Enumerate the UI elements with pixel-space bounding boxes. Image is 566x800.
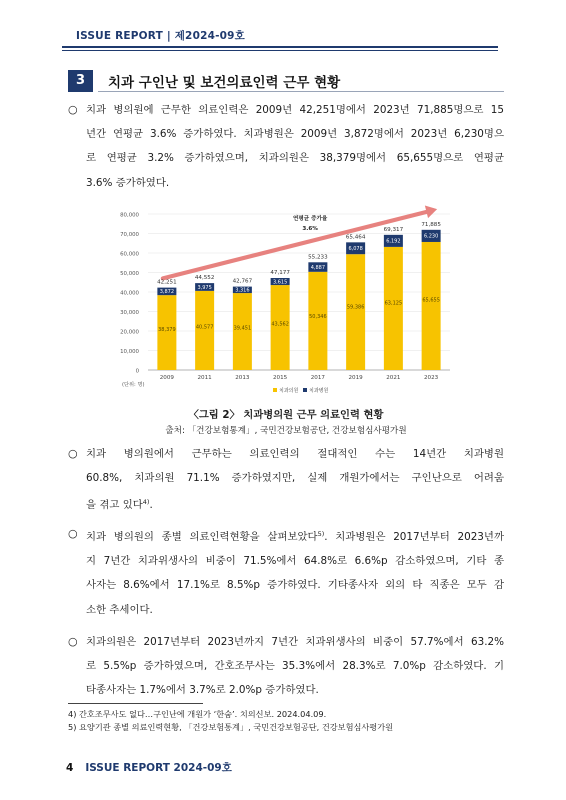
unit-label: (단위: 명) <box>122 382 145 388</box>
bar-clinic <box>422 242 441 370</box>
x-tick-label: 2011 <box>197 375 212 381</box>
data-label-total: 55,233 <box>308 254 328 261</box>
paragraph-line: 년간 연평균 3.6% 증가하였다. 치과병원은 2009년 3,872명에서 2023년 6,230명으 <box>86 128 504 141</box>
y-tick-label: 80,000 <box>120 212 139 219</box>
header-title: ISSUE REPORT | 제2024-09호 <box>76 30 245 42</box>
section-underline <box>98 91 504 92</box>
bullet-circle: ○ <box>68 527 78 540</box>
footnote-5: 5) 요양기관 종별 의료인력현황, 「건강보험통계」, 국민건강보험공단, 건강보험심사평가원 <box>68 722 394 732</box>
paragraph-line: 지 7년간 치과위생사의 비중이 71.5%에서 64.8%로 6.6%p 감소하였으며, 기타 종 <box>86 555 504 568</box>
page-number: 4 <box>66 762 74 774</box>
annotation-label: 연평균 증가율 <box>292 216 328 223</box>
x-tick-label: 2013 <box>235 375 250 381</box>
y-tick-label: 50,000 <box>120 271 139 277</box>
staffing-chart <box>110 200 456 398</box>
data-label-hospital: 3,872 <box>159 289 175 296</box>
figure-source: 출처: 「건강보험통계」, 국민건강보험공단, 건강보험심사평가원 <box>165 426 407 436</box>
data-label-clinic: 39,451 <box>233 325 252 332</box>
data-label-total: 44,552 <box>194 275 215 282</box>
data-label-hospital: 3,316 <box>235 287 250 294</box>
legend-label-hospital: 치과병원 <box>309 388 329 394</box>
legend-swatch-hospital <box>303 388 307 392</box>
data-label-clinic: 43,562 <box>271 321 289 328</box>
paragraph-line: 치과 병의원에 근무한 의료인력은 2009년 42,251명에서 2023년 71,885명으로 15 <box>86 104 504 116</box>
header-rule-thin <box>62 50 498 51</box>
footnote-ref: 5) <box>317 530 325 538</box>
bullet-circle: ○ <box>68 635 78 648</box>
paragraph-line: 로 5.5%p 증가하였으며, 간호조무사는 35.3%에서 28.3%로 7.0%p 감소하였다. 기 <box>86 660 504 673</box>
data-label-hospital: 6,230 <box>423 233 439 240</box>
annotation-value: 3.6% <box>302 225 318 232</box>
data-label-clinic: 50,346 <box>309 314 327 321</box>
paragraph-line: 60.8%, 치과의원 71.1% 증가하였지만, 실제 개원가에서는 구인난으로 어려움 <box>86 472 504 485</box>
y-tick-label: 10,000 <box>120 349 139 355</box>
paragraph-line: 소한 추세이다. <box>86 603 153 616</box>
data-label-clinic: 59,386 <box>346 304 365 311</box>
footnote-ref: 4) <box>142 498 150 507</box>
staffing-chart-svg <box>110 200 456 398</box>
y-tick-label: 60,000 <box>120 251 139 258</box>
data-label-clinic: 65,655 <box>422 297 440 304</box>
paragraph-line <box>86 522 504 549</box>
paragraph-text: . <box>149 499 153 512</box>
x-tick-label: 2019 <box>348 375 363 381</box>
x-tick-label: 2017 <box>310 375 325 381</box>
figure-caption: 〈그림 2〉 치과병의원 근무 의료인력 현황 <box>188 409 384 421</box>
data-label-hospital: 3,975 <box>197 284 212 291</box>
x-tick-label: 2009 <box>159 375 174 381</box>
y-tick-label: 30,000 <box>120 310 139 316</box>
bar-clinic <box>384 247 403 370</box>
data-label-hospital: 4,887 <box>310 264 326 271</box>
paragraph-text: . 치과병원은 2017년부터 2023년까 <box>324 531 504 543</box>
paragraph-line: 치과 병의원에서 근무하는 의료인력의 절대적인 수는 14년간 치과병원 <box>86 448 504 460</box>
y-tick-label: 20,000 <box>120 329 139 336</box>
legend-label-clinic: 치과의원 <box>279 388 299 394</box>
paragraph-line: 로 연평균 3.2% 증가하였으며, 치과의원은 38,379명에서 65,655명으로 연평균 <box>86 152 504 165</box>
x-tick-label: 2023 <box>424 375 439 381</box>
bar-clinic <box>346 254 365 370</box>
data-label-hospital: 6,192 <box>386 238 401 245</box>
report-header <box>62 28 498 43</box>
bullet-circle: ○ <box>68 447 78 460</box>
data-label-clinic: 40,577 <box>195 324 214 331</box>
data-label-clinic: 38,379 <box>158 326 176 333</box>
bullet-circle: ○ <box>68 103 78 116</box>
paragraph-line: 3.6% 증가하였다. <box>86 176 170 189</box>
footer-title: ISSUE REPORT 2024-09호 <box>85 762 232 774</box>
paragraph-line: 사자는 8.6%에서 17.1%로 8.5%p 증가하였다. 기타종사자 외의 타 직종은 모두 감 <box>86 579 504 592</box>
paragraph-text: 을 겪고 있다 <box>86 499 143 512</box>
y-tick-label: 0 <box>135 368 139 375</box>
paragraph-line: 치과의원은 2017년부터 2023년까지 7년간 치과위생사의 비중이 57.7%에서 63.2% <box>86 636 504 648</box>
paragraph-line <box>86 490 504 517</box>
x-tick-label: 2015 <box>273 375 288 381</box>
data-label-total: 71,885 <box>421 221 441 228</box>
data-label-clinic: 63,125 <box>384 300 403 307</box>
y-tick-label: 40,000 <box>120 290 139 297</box>
section-title: 치과 구인난 및 보건의료인력 근무 현황 <box>108 75 341 91</box>
footnote-rule <box>68 703 203 704</box>
bar-clinic <box>308 272 327 370</box>
page-footer <box>66 760 232 775</box>
bar-clinic <box>271 285 290 370</box>
section-heading <box>68 70 504 92</box>
y-tick-label: 70,000 <box>120 232 139 238</box>
footnote-4: 4) 간호조무사도 없다…구인난에 개원가 ‘한숨’. 치의신보. 2024.04.09. <box>68 709 327 719</box>
header-rule-thick <box>62 46 498 48</box>
data-label-total: 69,317 <box>383 226 404 233</box>
data-label-hospital: 3,615 <box>272 279 288 286</box>
data-label-total: 42,767 <box>232 278 253 285</box>
section-number: 3 <box>68 70 93 92</box>
paragraph-line: 타종사자는 1.7%에서 3.7%로 2.0%p 증가하였다. <box>86 684 319 697</box>
paragraph-text: 치과 병의원의 종별 의료인력현황을 살펴보았다 <box>86 531 318 543</box>
data-label-total: 47,177 <box>270 270 290 277</box>
legend-swatch-clinic <box>273 388 277 392</box>
x-tick-label: 2021 <box>386 375 401 381</box>
data-label-total: 42,251 <box>157 279 177 286</box>
data-label-hospital: 6,078 <box>348 246 363 253</box>
data-label-total: 65,464 <box>345 234 366 241</box>
